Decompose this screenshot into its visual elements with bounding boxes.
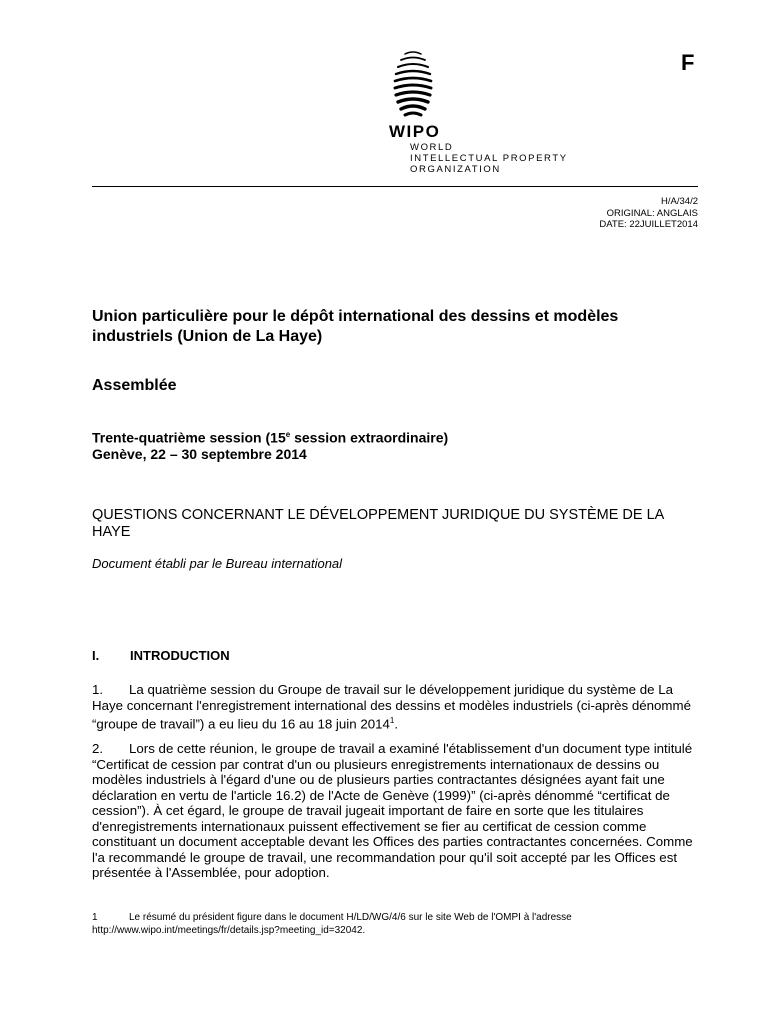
language-code: F — [681, 50, 695, 75]
body-title: Assemblée — [92, 377, 177, 394]
paragraph-tail: . — [394, 716, 399, 732]
paragraph-number: 1. — [92, 682, 104, 697]
session-ordinal-sup: e — [285, 430, 291, 439]
logo-acronym: WIPO — [389, 122, 441, 141]
footnote-number: 1 — [92, 912, 98, 923]
union-title: Union particulière pour le dépôt international des dessins et modèles industriels (Union de La Haye) — [92, 308, 619, 345]
footnote — [92, 911, 702, 937]
session-line-1 — [92, 427, 448, 446]
session-type: session extraordinaire) — [290, 429, 449, 446]
logo-org-line-3: ORGANIZATION — [410, 164, 501, 175]
paragraph-text: Lors de cette réunion, le groupe de travail a examiné l'établissement d'un document type intitulé “Certificat de cession par contrat d'un ou plusieurs enregistrements internationaux de dessins ou modèles industriels à l'égard d'une ou de plusieurs parties contractantes désignées ayant fait une déclaration en vertu de l'article 16.2) de l'Acte de Genève (1999)” (ci-après dénommé “certificat de cession”). À cet égard, le groupe de travail jugeait important de faire en sorte que les titulaires d'enregistrements internationaux puissent effectivement se fier au certificat de cession comme constituant un document acceptable devant les Offices des parties contractantes concernées. Comme l'a recommandé le groupe de travail, une recommandation pour qu'il soit accepté par les Offices est présentée à l'Assemblée, pour adoption. — [92, 741, 693, 880]
paragraph-number: 2. — [92, 741, 104, 756]
logo-org-line-2: INTELLECTUAL PROPERTY — [410, 153, 568, 164]
original-language: ORIGINAL: ANGLAIS — [606, 207, 698, 219]
wipo-logo — [383, 50, 583, 175]
session-info — [92, 427, 448, 462]
section-heading — [92, 648, 230, 663]
section-number: I. — [92, 648, 100, 663]
document-title: QUESTIONS CONCERNANT LE DÉVELOPPEMENT JURIDIQUE DU SYSTÈME DE LA HAYE — [92, 507, 664, 540]
logo-org-line-1: WORLD — [410, 142, 454, 153]
doc-date: DATE: 22JUILLET2014 — [599, 219, 698, 230]
paragraph-1 — [92, 682, 702, 732]
session-place-date: Genève, 22 – 30 septembre 2014 — [92, 445, 307, 462]
section-title: INTRODUCTION — [130, 648, 230, 663]
document-metadata — [599, 196, 698, 231]
paragraph-2 — [92, 741, 702, 881]
prepared-by: Document établi par le Bureau international — [92, 556, 343, 571]
wipo-emblem-icon — [383, 50, 443, 122]
session-name: Trente-quatrième session (15 — [92, 429, 286, 446]
doc-reference: H/A/34/2 — [661, 196, 698, 207]
footnote-text: Le résumé du président figure dans le document H/LD/WG/4/6 sur le site Web de l'OMPI à l'adresse http://www.wipo.int/meetings/fr/details.jsp?meeting_id=32042. — [92, 912, 572, 936]
header-divider — [92, 186, 698, 187]
paragraph-text: La quatrième session du Groupe de travail sur le développement juridique du système de La Haye concernant l'enregistrement international des dessins et modèles industriels (ci-après dénommé “groupe de travail”) a eu lieu du 16 au 18 juin 2014 — [92, 682, 691, 732]
footnote-reference[interactable]: 1 — [389, 716, 395, 725]
